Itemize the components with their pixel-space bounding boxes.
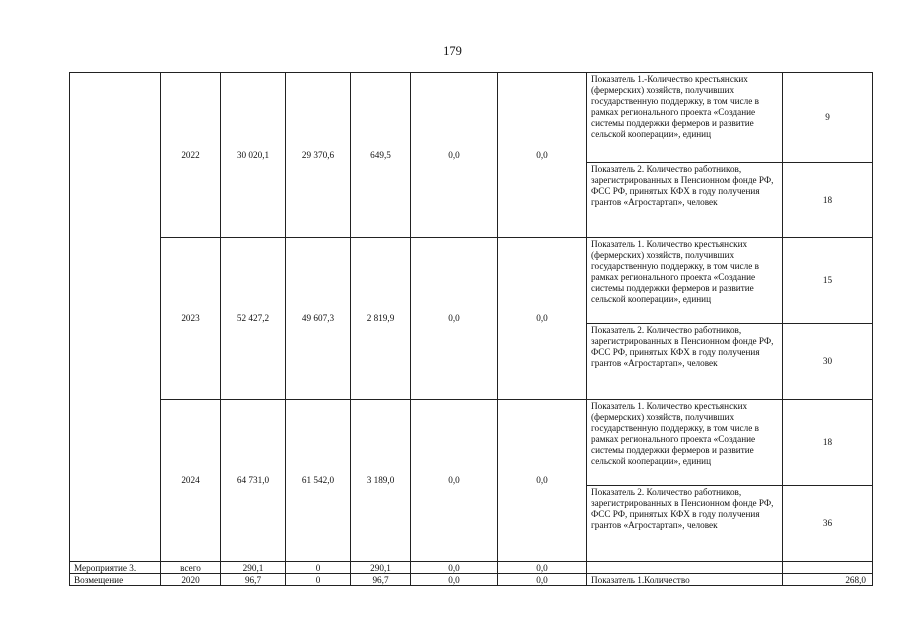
indicator-cell: Показатель 2. Количество работников, зарегистрированных в Пенсионном фонде РФ, ФСС РФ, принятых КФХ в году получения грантов «Агростартап», человек xyxy=(587,163,783,238)
measure-label-cell: Мероприятие 3. xyxy=(70,562,161,574)
local-cell: 0,0 xyxy=(411,400,498,562)
regional-cell: 290,1 xyxy=(351,562,411,574)
federal-cell: 0 xyxy=(286,562,351,574)
regional-cell: 96,7 xyxy=(351,574,411,586)
regional-cell: 3 189,0 xyxy=(351,400,411,562)
other-cell: 0,0 xyxy=(498,574,587,586)
regional-cell: 649,5 xyxy=(351,73,411,238)
page-number: 179 xyxy=(443,44,462,58)
year-cell: всего xyxy=(161,562,221,574)
indicator-value-cell xyxy=(783,562,873,574)
year-cell: 2024 xyxy=(161,400,221,562)
federal-cell: 49 607,3 xyxy=(286,238,351,400)
local-cell: 0,0 xyxy=(411,73,498,238)
indicator-cell: Показатель 1. Количество крестьянских (фермерских) хозяйств, получивших государственную поддержку, в том числе в рамках регионального проекта «Создание системы поддержки фермеров и развитие сельской кооперации», единиц xyxy=(587,400,783,486)
total-cell: 64 731,0 xyxy=(221,400,286,562)
indicator-value-cell: 18 xyxy=(783,400,873,486)
federal-cell: 0 xyxy=(286,574,351,586)
table-row xyxy=(70,400,873,486)
table-row xyxy=(70,73,873,163)
indicator-value-cell: 36 xyxy=(783,486,873,562)
indicator-value-cell: 268,0 xyxy=(783,574,873,586)
year-cell: 2023 xyxy=(161,238,221,400)
other-cell: 0,0 xyxy=(498,400,587,562)
year-cell: 2020 xyxy=(161,574,221,586)
measure-label-cell: Возмещение xyxy=(70,574,161,586)
total-cell: 96,7 xyxy=(221,574,286,586)
year-cell: 2022 xyxy=(161,73,221,238)
indicator-value-cell: 18 xyxy=(783,163,873,238)
indicator-cell: Показатель 1.-Количество крестьянских (фермерских) хозяйств, получивших государственную поддержку, в том числе в рамках регионального проекта «Создание системы поддержки фермеров и развитие сельской кооперации», единиц xyxy=(587,73,783,163)
table-row xyxy=(70,574,873,586)
federal-cell: 29 370,6 xyxy=(286,73,351,238)
indicator-value-cell: 30 xyxy=(783,324,873,400)
total-cell: 30 020,1 xyxy=(221,73,286,238)
federal-cell: 61 542,0 xyxy=(286,400,351,562)
regional-cell: 2 819,9 xyxy=(351,238,411,400)
local-cell: 0,0 xyxy=(411,562,498,574)
indicator-cell xyxy=(587,562,783,574)
indicator-cell: Показатель 2. Количество работников, зарегистрированных в Пенсионном фонде РФ, ФСС РФ, принятых КФХ в году получения грантов «Агростартап», человек xyxy=(587,324,783,400)
indicator-cell: Показатель 2. Количество работников, зарегистрированных в Пенсионном фонде РФ, ФСС РФ, принятых КФХ в году получения грантов «Агростартап», человек xyxy=(587,486,783,562)
local-cell: 0,0 xyxy=(411,574,498,586)
indicator-value-cell: 15 xyxy=(783,238,873,324)
table-row xyxy=(70,562,873,574)
indicator-value-cell: 9 xyxy=(783,73,873,163)
indicator-cell: Показатель 1. Количество крестьянских (фермерских) хозяйств, получивших государственную поддержку, в том числе в рамках регионального проекта «Создание системы поддержки фермеров и развитие сельской кооперации», единиц xyxy=(587,238,783,324)
funding-table xyxy=(69,72,873,586)
total-cell: 52 427,2 xyxy=(221,238,286,400)
table-row xyxy=(70,238,873,324)
other-cell: 0,0 xyxy=(498,73,587,238)
other-cell: 0,0 xyxy=(498,562,587,574)
local-cell: 0,0 xyxy=(411,238,498,400)
indicator-cell: Показатель 1.Количество xyxy=(587,574,783,586)
empty-measure-cell xyxy=(70,73,161,562)
total-cell: 290,1 xyxy=(221,562,286,574)
other-cell: 0,0 xyxy=(498,238,587,400)
